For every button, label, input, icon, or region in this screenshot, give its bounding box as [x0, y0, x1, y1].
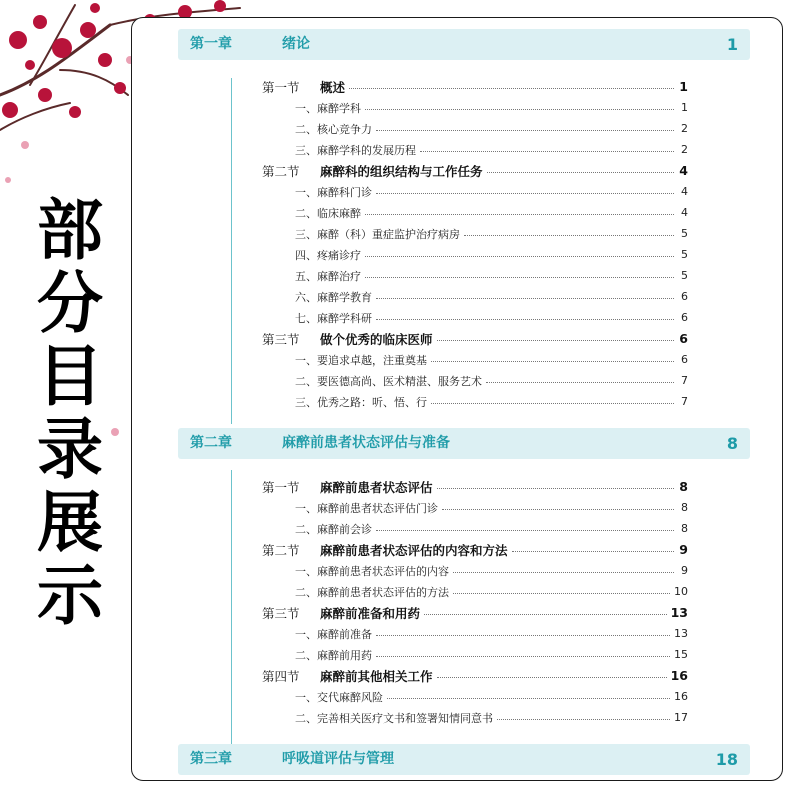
chapter-header[interactable] [178, 29, 750, 60]
side-title-char: 目 [37, 338, 103, 415]
side-title-char: 示 [37, 557, 103, 634]
dot-leader [431, 361, 674, 362]
toc-item[interactable]: 五、 麻醉治疗 5 [295, 269, 688, 283]
toc-section[interactable]: 第一节 麻醉前患者状态评估 8 [262, 479, 688, 495]
chapter-title: 呼吸道评估与管理 [282, 751, 394, 767]
toc-item[interactable]: 二、 临床麻醉 4 [295, 206, 688, 220]
dot-leader [365, 256, 674, 257]
chapter-number: 第一章 [190, 36, 232, 52]
toc-item[interactable]: 二、 麻醉前会诊 8 [295, 522, 688, 536]
toc-item[interactable]: 三、 优秀之路：听、悟、行 7 [295, 395, 688, 409]
toc-item[interactable]: 二、 麻醉前用药 15 [295, 648, 688, 662]
toc-item[interactable]: 一、 麻醉学科 1 [295, 101, 688, 115]
dot-leader [376, 130, 674, 131]
side-title-char: 录 [37, 411, 103, 488]
chapter-page: 8 [726, 434, 738, 453]
side-title [30, 192, 110, 636]
dot-leader [431, 403, 674, 404]
toc-item[interactable]: 六、 麻醉学教育 6 [295, 290, 688, 304]
chapter-page: 1 [726, 35, 738, 54]
dot-leader [376, 530, 674, 531]
toc-item[interactable]: 一、 麻醉前患者状态评估的内容 9 [295, 564, 688, 578]
toc-item[interactable]: 三、 麻醉学科的发展历程 2 [295, 143, 688, 157]
dot-leader [387, 698, 670, 699]
dot-leader [365, 109, 674, 110]
toc-section[interactable]: 第一节 概述 1 [262, 79, 688, 95]
dot-leader [420, 151, 674, 152]
dot-leader [453, 572, 674, 573]
dot-leader [424, 614, 667, 615]
toc-section[interactable]: 第四节 麻醉前其他相关工作 16 [262, 668, 688, 684]
dot-leader [376, 656, 670, 657]
dot-leader [349, 88, 674, 89]
dot-leader [453, 593, 670, 594]
toc-item[interactable]: 一、 要追求卓越，注重奠基 6 [295, 353, 688, 367]
toc-item[interactable]: 一、 麻醉科门诊 4 [295, 185, 688, 199]
toc-item[interactable]: 二、 核心竞争力 2 [295, 122, 688, 136]
dot-leader [376, 635, 670, 636]
toc-item[interactable]: 七、 麻醉学科研 6 [295, 311, 688, 325]
chapter-header[interactable] [178, 428, 750, 459]
toc-item[interactable]: 一、 交代麻醉风险 16 [295, 690, 688, 704]
dot-leader [365, 214, 674, 215]
chapter-title: 麻醉前患者状态评估与准备 [282, 435, 450, 451]
toc-item[interactable]: 四、 疼痛诊疗 5 [295, 248, 688, 262]
dot-leader [365, 277, 674, 278]
chapter-page: 18 [715, 750, 738, 769]
toc-item[interactable]: 三、 麻醉（科）重症监护治疗病房 5 [295, 227, 688, 241]
chapter-number: 第三章 [190, 751, 232, 767]
dot-leader [376, 298, 674, 299]
dot-leader [512, 551, 674, 552]
dot-leader [376, 319, 674, 320]
chapter-2-timeline [231, 470, 232, 744]
dot-leader [442, 509, 674, 510]
toc-page [131, 17, 783, 781]
toc-section[interactable]: 第二节 麻醉科的组织结构与工作任务 4 [262, 163, 688, 179]
toc-item[interactable]: 一、 麻醉前患者状态评估门诊 8 [295, 501, 688, 515]
side-title-char: 分 [37, 265, 103, 342]
dot-leader [487, 172, 674, 173]
toc-section[interactable]: 第三节 麻醉前准备和用药 13 [262, 605, 688, 621]
dot-leader [437, 488, 674, 489]
side-title-char: 部 [37, 192, 103, 269]
dot-leader [437, 340, 674, 341]
toc-section[interactable]: 第三节 做个优秀的临床医师 6 [262, 331, 688, 347]
toc-item[interactable]: 二、 完善相关医疗文书和签署知情同意书 17 [295, 711, 688, 725]
chapter-title: 绪论 [282, 36, 310, 52]
toc-item[interactable]: 二、 要医德高尚、医术精湛、服务艺术 7 [295, 374, 688, 388]
side-title-char: 展 [37, 484, 103, 561]
dot-leader [464, 235, 674, 236]
toc-section[interactable]: 第二节 麻醉前患者状态评估的内容和方法 9 [262, 542, 688, 558]
chapter-1-timeline [231, 78, 232, 424]
dot-leader [376, 193, 674, 194]
dot-leader [437, 677, 667, 678]
chapter-header[interactable] [178, 744, 750, 775]
toc-item[interactable]: 二、 麻醉前患者状态评估的方法 10 [295, 585, 688, 599]
dot-leader [486, 382, 674, 383]
chapter-number: 第二章 [190, 435, 232, 451]
toc-item[interactable]: 一、 麻醉前准备 13 [295, 627, 688, 641]
dot-leader [497, 719, 670, 720]
